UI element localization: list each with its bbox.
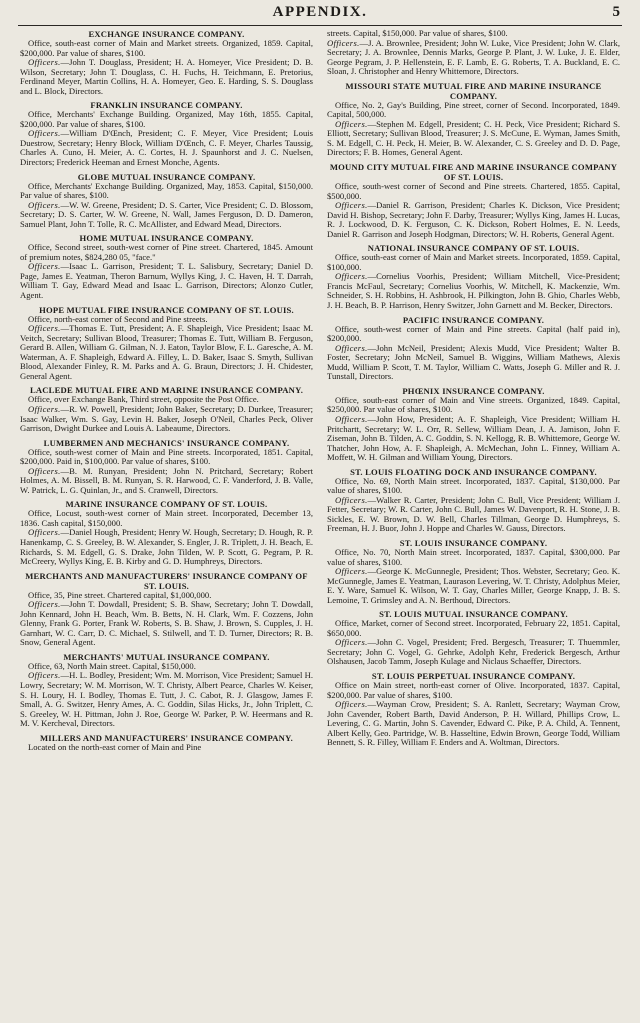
officers-label: Officers. (335, 118, 368, 129)
officers-text: —George K. McGunnegle, President; Thos. Webster, Secretary; Geo. K. McGunnegle, James E. Yeatman, Laurason Levering, W. T. Christy, Adolphus Meier, E. Y. Ware, Samuel K. Wilson, W. T. Gay, Charles Miller, George Knapp, J. B. S. Lemoine, T. Grimsley and A. N. Berthoud, Directors. (327, 566, 620, 605)
company-officers (327, 201, 620, 239)
page-title: APPENDIX. (272, 4, 368, 20)
company-name: PHŒNIX INSURANCE COMPANY. (402, 385, 545, 396)
company-office: Office, No. 2, Gay's Building, Pine street, corner of Second. Incorporated, 1849. Capital, 500,000. (327, 99, 620, 120)
company-entry (327, 315, 620, 382)
company-office: Office on Main street, north-east corner of Olive. Incorporated, 1837. Capital, $200,000. Par value of shares, $100. (327, 679, 620, 700)
company-office: Office, south-west corner of Main and Pine streets. Incorporated, 1851. Capital, $200,000. Paid in, $100,000. Par value of shares, $100. (20, 446, 313, 467)
left-column (20, 29, 313, 1021)
company-office: Office, Merchants' Exchange Building. Organized, May, 1853. Capital, $150,000. Par value of shares, $100. (20, 180, 313, 201)
company-office: Office, south-east corner of Main and Market streets. Organized, 1859. Capital, $200,000. Par value of shares, $100. (20, 38, 313, 58)
company-name: NATIONAL INSURANCE COMPANY OF ST. LOUIS. (367, 243, 580, 254)
company-name: ST. LOUIS FLOATING DOCK AND INSURANCE COMPANY. (350, 466, 597, 477)
officers-label: Officers. (28, 261, 61, 272)
officers-label: Officers. (335, 413, 368, 424)
company-entry (20, 499, 313, 566)
company-office: Office, north-east corner of Second and Pine streets. (28, 313, 208, 324)
company-name: MERCHANTS' MUTUAL INSURANCE COMPANY. (63, 651, 270, 662)
company-office: Office, south-east corner of Main and Vine streets. Organized, 1849. Capital, $250,000. Par value of shares, $100. (327, 394, 620, 415)
company-office: Office, over Exchange Bank, Third street, opposite the Post Office. (28, 394, 259, 405)
officers-text: —W. W. Greene, President; D. S. Carter, Vice President; C. D. Blossom, Secretary; D. S. Carter, W. W. Greene, N. Wall, James Ferguson, D. D. Dameron, Samuel Plant, John T. Tolle, R. C. McAllister, and Edward Mead, Directors. (20, 199, 313, 229)
company-name: MISSOURI STATE MUTUAL FIRE AND MARINE INSURANCE COMPANY. (345, 80, 602, 101)
officers-label: Officers. (335, 699, 368, 710)
company-name: ST. LOUIS PERPETUAL INSURANCE COMPANY. (371, 670, 576, 681)
company-name: FRANKLIN INSURANCE COMPANY. (90, 100, 243, 111)
continued-officers-text: —J. A. Brownlee, President; John W. Luke, Vice President; John W. Clark, Secretary; J. A. Brownlee, Dennis Marks, George P. Plant, J. W. Luke, J. E. Elder, George Pegram, J. P. Hellenstein, E. F. Lamb, E. G. Roberts, T. A. Buckland, E. C. Sloan, J. Christopher and Henry Whittemore, Directors. (327, 37, 620, 77)
company-officers (20, 262, 313, 300)
officers-label: Officers. (335, 271, 368, 282)
company-name: EXCHANGE INSURANCE COMPANY. (88, 29, 245, 39)
company-entry (327, 671, 620, 748)
company-entry (327, 81, 620, 158)
company-officers (327, 496, 620, 534)
company-officers (327, 344, 620, 382)
officers-text: —John T. Dowdall, President; S. B. Shaw, Secretary; John T. Dowdall, John Kennard, John H. Beach, Wm. B. Betts, N. H. Clark, Wm. F. Cozzens, John Glenny, Frank G. Porter, Frank W. Roberts, S. B. Shaw, J. Brown, S. Cupples, J. H. Garnhart, W. C. Carr, D. C. Michael, S. Stilwell, and T. D. Turner, Directors; R. B. Snow, General Agent. (20, 599, 313, 648)
company-office: Office, 35, Pine street. Chartered capital, $1,000,000. (28, 589, 212, 600)
continued-officers (327, 39, 620, 77)
officers-label: Officers. (28, 527, 61, 538)
officers-label: Officers. (335, 200, 368, 211)
company-entry (20, 733, 313, 753)
company-entry (20, 233, 313, 300)
officers-text: —Stephen M. Edgell, President; C. H. Peck, Vice President; Richard S. Elliott, Secretary; Sullivan Blood, Treasurer; J. S. McCune, E. Wyman, James Smith, S. M. Edgell, C. H. Peck, H. Meier, B. W. Alexander, C. S. Greeley and D. D. Page, Directors; F. B. Homes, General Agent. (327, 118, 620, 158)
company-officers (327, 272, 620, 310)
company-office: Office, 63, North Main street. Capital, $150,000. (28, 660, 196, 671)
officers-label: Officers. (335, 342, 368, 353)
officers-label: Officers. (28, 57, 61, 68)
officers-text: —Walker R. Carter, President; John C. Bull, Vice President; William J. Fetter, Secretary; W. R. Carter, John C. Bull, James W. Davenport, R. H. Stone, J. B. Sickles, E. W. Brown, D. W. Bell, Charles Tillman, George D. Humphreys, S. Freeman, H. J. Buor, John J. Hoppe and Charles W. Gauss, Directors. (327, 494, 620, 534)
company-office: Office, No. 69, North Main street. Incorporated, 1837. Capital, $130,000. Par value of shares, $100. (327, 475, 620, 496)
officers-label: Officers. (28, 670, 61, 681)
officers-text: —H. L. Bodley, President; Wm. M. Morrison, Vice President; Samuel H. Lowry, Secretary; W. M. Morrison, W. T. Christy, Albert Pearce, Charles W. Keiser, S. H. Loury, H. I. Bodley, Thomas E. Tutt, J. C. Cabot, R. J. Glasgow, James F. Small, A. G. Switzer, Henry Ames, A. C. Goddin, Silas Hicks, Jr., John Triplett, C. S. Greeley, W. H. Pittman, John J. Roe, George W. Parker, P. W. Heermans and R. M. V. Kercheval, Directors. (20, 670, 313, 729)
company-office: Office, Locust, south-west corner of Main street. Incorporated, December 13, 1836. Cash capital, $150,000. (20, 508, 313, 528)
page-number: 5 (612, 4, 620, 20)
continued-office-text: streets. Capital, $150,000. Par value of shares, $100. (327, 29, 508, 38)
officers-label: Officers. (28, 403, 61, 414)
right-column (327, 29, 620, 1021)
company-entry (327, 162, 620, 239)
company-officers (327, 638, 620, 667)
company-name: MARINE INSURANCE COMPANY OF ST. LOUIS. (65, 499, 268, 510)
company-entry (20, 305, 313, 382)
company-officers (327, 415, 620, 463)
company-officers (327, 120, 620, 158)
officers-label: Officers. (327, 37, 360, 48)
officers-text: —B. M. Runyan, President; John N. Pritchard, Secretary; Robert Holmes, A. M. Bissell, B. M. Runyan, S. R. Harwood, C. F. Vanderford, J. B. Valle, W. Patrick, L. G. Quinlan, Jr., and S. Cranwell, Directors. (20, 465, 313, 495)
company-name: HOME MUTUAL INSURANCE COMPANY. (79, 233, 254, 244)
officers-text: —John How, President; A. F. Shapleigh, Vice President; William H. Pritchartt, Secretary; W. L. Orr, R. Sellew, William Dean, J. A. Jamison, John F. Ziseman, John B. Tilden, A. C. Goddin, S. N. Kellogg, R. B. Whittemore, George W. Thatcher, John How, A. F. Shapleigh, A. McMechan, John L. Finney, William A. Moffett, W. H. Gilman and William Young, Directors. (327, 413, 620, 463)
officers-text: —Daniel R. Garrison, President; Charles K. Dickson, Vice President; David H. Bishop, Secretary; John F. Darby, Treasurer; Wyllys King, James H. Lucas, R. J. Lockwood, D. K. Ferguson, C. K. Dickson, Robert Holmes, E. N. Leeds, Daniel R. Garrison and Joseph Hodgman, Directors; W. H. Roberts, General Agent. (327, 200, 620, 239)
company-office: Office, Merchants' Exchange Building. Organized, May 16th, 1855. Capital, $200,000. Par value of shares, $100. (20, 109, 313, 129)
company-officers (20, 405, 313, 434)
company-entry (20, 385, 313, 433)
company-entry (327, 609, 620, 667)
company-officers (20, 467, 313, 496)
company-name: MERCHANTS AND MANUFACTURERS' INSURANCE COMPANY OF ST. LOUIS. (25, 570, 308, 591)
company-officers (327, 567, 620, 605)
officers-label: Officers. (28, 128, 61, 139)
company-officers (20, 201, 313, 230)
company-entry (20, 172, 313, 230)
company-entry (327, 467, 620, 534)
company-entry (20, 438, 313, 496)
company-entry (327, 386, 620, 463)
company-officers (327, 700, 620, 748)
company-officers (20, 324, 313, 381)
company-name: GLOBE MUTUAL INSURANCE COMPANY. (77, 171, 256, 182)
company-entry (327, 243, 620, 310)
company-office: Located on the north-east corner of Main and Pine (28, 741, 202, 752)
officers-text: —Isaac L. Garrison, President; T. L. Salisbury, Secretary; Daniel D. Page, James E. Yeatman, Theron Barnum, Wyllys King, J. C. Haven, H. T. Darrah, William T. Gay, Edward Mead and Isaac L. Garrison, Directors; Alonzo Cutler, Agent. (20, 261, 313, 301)
officers-label: Officers. (335, 637, 368, 648)
officers-text: —Cornelius Voorhis, President; William Mitchell, Vice-President; Francis McFaul, Secretary; Cornelius Voorhis, W. Mitchell, K. Mackenzie, Wm. Schneider, S. H. Robbins, H. Ashbrook, H. Pilkington, John B. Ghio, Charles Webb, J. H. Beach, B. P. Harrison, Henry Switzer, John Garnett and M. Becker, Directors. (327, 271, 620, 311)
text-columns (20, 29, 620, 1021)
company-office: Office, Second street, south-west corner of Pine street. Chartered, 1845. Amount of premium notes, $824,280 05, "face." (20, 242, 313, 262)
company-officers (20, 129, 313, 167)
company-officers (20, 671, 313, 728)
officers-label: Officers. (335, 494, 368, 505)
officers-text: —Daniel Hough, President; Henry W. Hough, Secretary; D. Hough, R. P. Hanenkamp, C. S. Greeley, B. W. Alexander, S. Engler, J. R. Triplett, J. H. Beach, E. Richards, S. M. Edgell, G. S. Drake, John Tilden, W. P. Scott, G. Pegram, P. R. McCreery, Wyllys King, E. B. Kirby and G. D. Humphreys, Directors. (20, 527, 313, 567)
officers-label: Officers. (28, 465, 61, 476)
company-name: ST. LOUIS MUTUAL INSURANCE COMPANY. (379, 609, 568, 620)
officers-text: —John McNeil, President; Alexis Mudd, Vice President; Walter B. Foster, Secretary; John McNeil, Samuel B. Wiggins, William Mathews, Alexis Mudd, William P. Scott, T. M. Taylor, William C. Watts, Joseph G. Miller and R. J. Tunstall, Directors. (327, 342, 620, 382)
continued-entry (327, 29, 620, 77)
company-office: Office, No. 70, North Main street. Incorporated, 1837. Capital, $300,000. Par value of shares, $100. (327, 546, 620, 567)
officers-text: —Wayman Crow, President; S. A. Ranlett, Secretary; Wayman Crow, John Cavender, Robert Barth, David Anderson, P. H. Willard, Phillips Crow, L. Levering, C. G. Martin, John S. Cavender, Edward C. Pike, P. A. Child, A. Tennent, Albert Kelly, Geo. Partridge, W. B. Hasseltine, Edwin Brown, George Todd, William Bennett, S. R. Filley, William F. Enders and A. Woltman, Directors. (327, 699, 620, 748)
company-name: MOUND CITY MUTUAL FIRE AND MARINE INSURANCE COMPANY OF ST. LOUIS. (329, 162, 618, 183)
officers-label: Officers. (28, 599, 61, 610)
company-officers (20, 58, 313, 96)
officers-text: —William D'Œnch, President; C. F. Meyer, Vice President; Louis Duestrow, Secretary; Henry Block, William D'Œnch, C. F. Meyer, Charles Taussig, Charles A. Cuno, H. Meier, A. C. Cortes, H. J. Spaunhorst and J. C. Nuelsen, Directors; Frederick Heeman and Ernest Monche, Agents. (20, 128, 313, 168)
officers-text: —R. W. Powell, President; John Baker, Secretary; D. Durkee, Treasurer; Isaac Walker, Wm. S. Gay, Levin H. Baker, Joseph O'Neil, Charles Peck, Oliver Garrison, Dwight Durkee and Louis A. Labeaume, Directors. (20, 403, 313, 434)
company-office: Office, south-east corner of Main and Market streets. Incorporated, 1859. Capital, $100,000. (327, 252, 620, 272)
company-entry (20, 571, 313, 648)
company-name: HOPE MUTUAL FIRE INSURANCE COMPANY OF ST. LOUIS. (39, 304, 294, 315)
officers-text: —John T. Douglass, President; H. A. Homeyer, Vice President; D. B. Wilson, Secretary; John T. Douglass, C. H. Fuchs, H. Teichmann, E. Pretorius, Ferdinand Meyer, Martin Collins, H. A. Homeyer, Geo. E. Harding, S. S. Douglass and L. Block, Directors. (20, 57, 313, 96)
officers-text: —John C. Vogel, President; Fred. Bergesch, Treasurer; T. Thuemmler, Secretary; John C. Vogel, G. Gehrke, Adolph Kehr, Frederick Bergesch, Arthur Olshausen, Jacob Tamm, Joseph Kulage and Niclaus Schaeffer, Directors. (327, 637, 620, 667)
company-office: Office, Market, corner of Second street. Incorporated, February 22, 1851. Capital, $650,000. (327, 618, 620, 638)
officers-label: Officers. (28, 323, 61, 334)
company-entry (20, 29, 313, 96)
company-officers (20, 528, 313, 566)
company-officers (20, 600, 313, 648)
company-name: ST. LOUIS INSURANCE COMPANY. (399, 537, 548, 548)
company-entry (20, 652, 313, 729)
header-rule (18, 25, 622, 26)
page-header (18, 2, 622, 24)
company-office: Office, south-west corner of Second and Pine streets. Chartered, 1855. Capital, $500,000. (327, 181, 620, 201)
company-entry (327, 538, 620, 605)
company-name: PACIFIC INSURANCE COMPANY. (402, 314, 545, 325)
company-office: Office, south-west corner of Main and Pine streets. Capital (half paid in), $200,000. (327, 323, 620, 344)
officers-label: Officers. (335, 566, 368, 577)
company-name: MILLERS AND MANUFACTURERS' INSURANCE COMPANY. (39, 732, 294, 743)
officers-text: —Thomas E. Tutt, President; A. F. Shapleigh, Vice President; Isaac M. Veitch, Secretary; Sullivan Blood, Treasurer; Thomas E. Tutt, William B. Ferguson, Gerard B. Allen, William G. Gilman, N. J. Eaton, Taylor Blow, F. L. Garesche, A. M. Waterman, A. F. Shapleigh, Edward A. Filley, L. D. Baker, Isaac S. Smyth, Sullivan Blood, Alexander Finley, R. M. Parks and A. G. Braun, Directors; J. H. Chidester, General Agent. (20, 323, 313, 381)
company-entry (20, 100, 313, 167)
company-name: LACLEDE MUTUAL FIRE AND MARINE INSURANCE COMPANY. (29, 385, 304, 396)
company-name: LUMBERMEN AND MECHANICS' INSURANCE COMPANY. (43, 437, 290, 448)
officers-label: Officers. (28, 199, 61, 210)
